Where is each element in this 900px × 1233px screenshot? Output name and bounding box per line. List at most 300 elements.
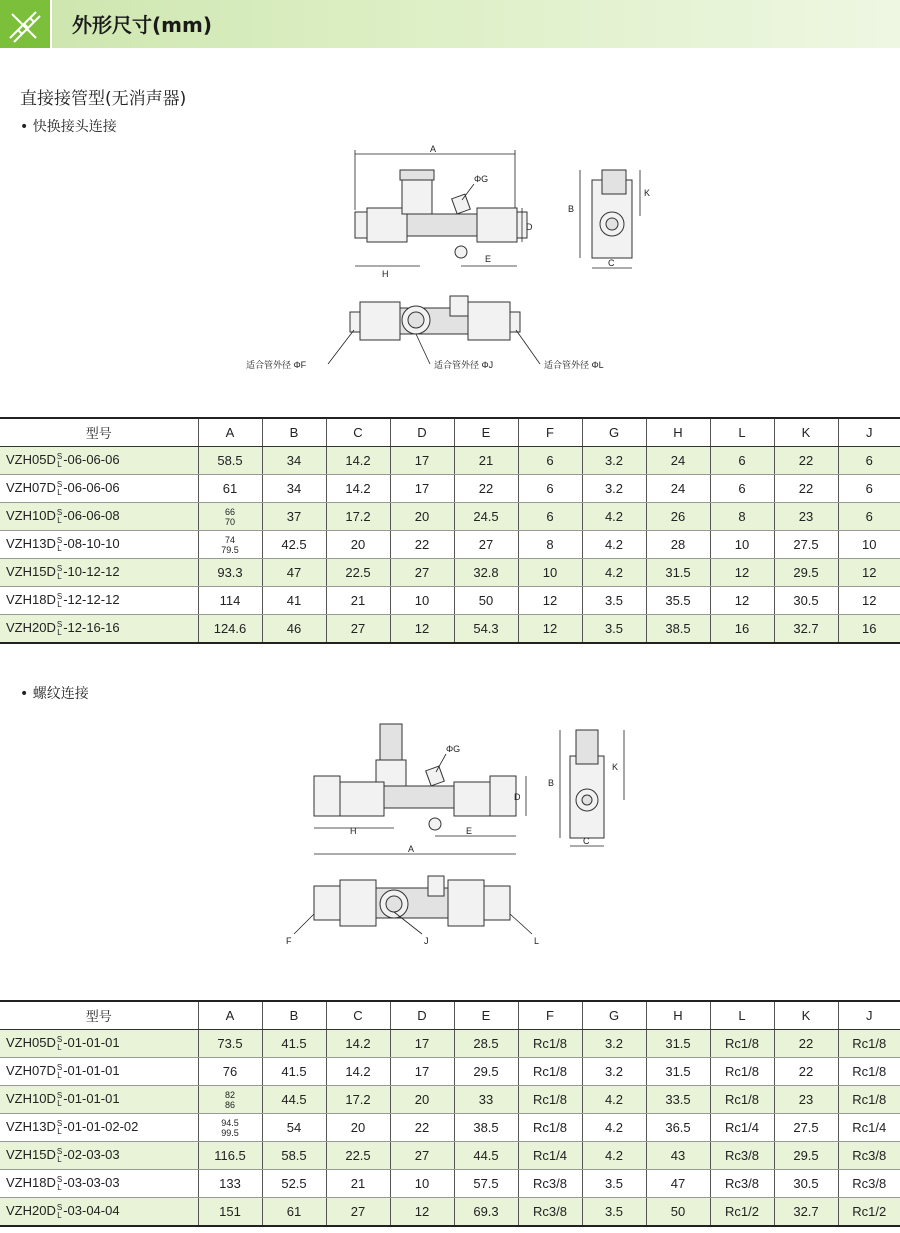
thread-dim-a-label: A — [408, 844, 415, 854]
model-prefix: VZH07D — [6, 480, 56, 496]
cell-k: 30.5 — [774, 1170, 838, 1198]
cell-f: Rc1/8 — [518, 1030, 582, 1058]
cell-c: 21 — [326, 587, 390, 615]
variant-l: L — [57, 1154, 62, 1164]
cell-d: 12 — [390, 615, 454, 644]
table-row — [0, 1170, 900, 1198]
cell-g: 4.2 — [582, 559, 646, 587]
model-prefix: VZH20D — [6, 620, 56, 636]
variant-s: S — [56, 479, 63, 489]
model-cell — [0, 531, 198, 559]
cell-k: 23 — [774, 503, 838, 531]
cell-h: 31.5 — [646, 1058, 710, 1086]
column-header: K — [774, 418, 838, 447]
thread-dim-b-label: B — [548, 778, 555, 788]
cell-a — [198, 503, 262, 531]
cell-a: 76 — [198, 1058, 262, 1086]
table-row — [0, 503, 900, 531]
cell-a: 116.5 — [198, 1142, 262, 1170]
variant-l: L — [57, 459, 62, 469]
variant-s: S — [56, 535, 63, 545]
model-prefix: VZH10D — [6, 1091, 56, 1107]
thread-dim-c-label: C — [583, 836, 590, 846]
cell-f: 6 — [518, 475, 582, 503]
cell-k: 23 — [774, 1086, 838, 1114]
value-bottom: 70 — [224, 516, 235, 527]
cell-l: 16 — [710, 615, 774, 644]
model-prefix: VZH15D — [6, 1147, 56, 1163]
cell-d: 17 — [390, 1058, 454, 1086]
column-header: J — [838, 1001, 900, 1030]
variant-s: S — [56, 1118, 63, 1128]
cell-a: 61 — [198, 475, 262, 503]
cell-l: Rc1/4 — [710, 1114, 774, 1142]
column-header: H — [646, 1001, 710, 1030]
cell-f: Rc3/8 — [518, 1170, 582, 1198]
cell-l: Rc1/8 — [710, 1086, 774, 1114]
note-l-label: 适合管外径 ΦL — [544, 360, 604, 370]
table-row — [0, 587, 900, 615]
cell-k: 22 — [774, 447, 838, 475]
cell-h: 35.5 — [646, 587, 710, 615]
cell-k: 27.5 — [774, 531, 838, 559]
column-header: D — [390, 418, 454, 447]
thread-dim-d-label: D — [514, 792, 521, 802]
cell-d: 17 — [390, 447, 454, 475]
cell-j: 12 — [838, 587, 900, 615]
cell-c: 21 — [326, 1170, 390, 1198]
cell-a: 93.3 — [198, 559, 262, 587]
cell-j: 6 — [838, 475, 900, 503]
value-bottom: 99.5 — [221, 1127, 239, 1138]
cell-a: 114 — [198, 587, 262, 615]
cell-c: 20 — [326, 1114, 390, 1142]
model-cell — [0, 475, 198, 503]
model-suffix: -03-04-04 — [63, 1203, 120, 1219]
dim-a-label: A — [430, 144, 437, 154]
cell-e: 32.8 — [454, 559, 518, 587]
cell-e: 27 — [454, 531, 518, 559]
model-cell — [0, 1198, 198, 1227]
column-header: F — [518, 418, 582, 447]
value-bottom: 79.5 — [221, 544, 239, 555]
value-top: 94.5 — [221, 1117, 239, 1128]
cell-j: 6 — [838, 503, 900, 531]
cell-l: Rc1/8 — [710, 1030, 774, 1058]
model-cell — [0, 1170, 198, 1198]
variant-mark — [57, 1204, 62, 1220]
variant-l: L — [57, 599, 62, 609]
variant-l: L — [57, 515, 62, 525]
model-prefix: VZH18D — [6, 1175, 56, 1191]
cell-c: 27 — [326, 1198, 390, 1227]
model-prefix: VZH15D — [6, 564, 56, 580]
table-row — [0, 1058, 900, 1086]
cell-d: 22 — [390, 1114, 454, 1142]
cell-j: Rc3/8 — [838, 1142, 900, 1170]
cell-l: Rc1/8 — [710, 1058, 774, 1086]
model-suffix: -10-12-12 — [63, 564, 120, 580]
cell-c: 14.2 — [326, 1058, 390, 1086]
column-header: A — [198, 1001, 262, 1030]
variant-l: L — [57, 487, 62, 497]
column-header: L — [710, 418, 774, 447]
model-cell — [0, 1058, 198, 1086]
cell-h: 36.5 — [646, 1114, 710, 1142]
cell-g: 3.2 — [582, 447, 646, 475]
model-suffix: -01-01-02-02 — [63, 1119, 139, 1135]
cell-d: 22 — [390, 531, 454, 559]
table-header-row — [0, 1001, 900, 1030]
cell-h: 31.5 — [646, 559, 710, 587]
model-prefix: VZH13D — [6, 536, 56, 552]
model-suffix: -06-06-08 — [63, 508, 120, 524]
table-row — [0, 559, 900, 587]
cell-a: 124.6 — [198, 615, 262, 644]
cell-j: Rc1/4 — [838, 1114, 900, 1142]
variant-mark — [57, 565, 62, 581]
variant-mark — [57, 1064, 62, 1080]
model-prefix: VZH05D — [6, 1035, 56, 1051]
column-header: 型号 — [0, 1001, 198, 1030]
cell-h: 24 — [646, 447, 710, 475]
variant-l: L — [57, 543, 62, 553]
variant-l: L — [57, 1182, 62, 1192]
cell-c: 14.2 — [326, 1030, 390, 1058]
cell-c: 17.2 — [326, 503, 390, 531]
dim-c-label: C — [608, 258, 615, 268]
thread-note-l: L — [534, 936, 540, 946]
cell-f: 10 — [518, 559, 582, 587]
variant-s: S — [56, 1034, 63, 1044]
variant-s: S — [56, 1202, 63, 1212]
cell-g: 4.2 — [582, 531, 646, 559]
cell-b: 41.5 — [262, 1058, 326, 1086]
cell-j: Rc1/2 — [838, 1198, 900, 1227]
cell-g: 3.2 — [582, 1058, 646, 1086]
cell-b: 44.5 — [262, 1086, 326, 1114]
variant-mark — [57, 1092, 62, 1108]
cell-d: 10 — [390, 1170, 454, 1198]
thread-dim-e-label: E — [466, 826, 473, 836]
cell-k: 32.7 — [774, 1198, 838, 1227]
column-header: A — [198, 418, 262, 447]
cell-h: 24 — [646, 475, 710, 503]
cell-b: 58.5 — [262, 1142, 326, 1170]
variant-mark — [57, 481, 62, 497]
cell-k: 29.5 — [774, 559, 838, 587]
variant-s: S — [56, 451, 63, 461]
cell-j: Rc3/8 — [838, 1170, 900, 1198]
variant-mark — [57, 1120, 62, 1136]
model-suffix: -12-16-16 — [63, 620, 120, 636]
variant-s: S — [56, 1174, 63, 1184]
dim-k-label: K — [644, 188, 651, 198]
model-prefix: VZH20D — [6, 1203, 56, 1219]
value-bottom: 86 — [224, 1099, 235, 1110]
cell-e: 69.3 — [454, 1198, 518, 1227]
cell-l: 10 — [710, 531, 774, 559]
column-header: F — [518, 1001, 582, 1030]
cell-f: 6 — [518, 503, 582, 531]
model-prefix: VZH07D — [6, 1063, 56, 1079]
table-row — [0, 1114, 900, 1142]
thread-dim-k-label: K — [612, 762, 619, 772]
table-row — [0, 1142, 900, 1170]
column-header: G — [582, 418, 646, 447]
cell-k: 32.7 — [774, 615, 838, 644]
model-cell — [0, 1114, 198, 1142]
model-cell — [0, 1142, 198, 1170]
variant-mark — [57, 537, 62, 553]
column-header: E — [454, 418, 518, 447]
cell-l: 6 — [710, 475, 774, 503]
cell-e: 44.5 — [454, 1142, 518, 1170]
dim-e-label: E — [485, 254, 492, 264]
page-title: 外形尺寸(mm) — [72, 13, 212, 37]
model-cell — [0, 615, 198, 644]
table-row — [0, 447, 900, 475]
cell-d: 17 — [390, 1030, 454, 1058]
cell-e: 21 — [454, 447, 518, 475]
table-row — [0, 531, 900, 559]
column-header: L — [710, 1001, 774, 1030]
cell-b: 54 — [262, 1114, 326, 1142]
variant-s: S — [56, 591, 63, 601]
cell-j: 16 — [838, 615, 900, 644]
cell-a: 133 — [198, 1170, 262, 1198]
cell-a: 58.5 — [198, 447, 262, 475]
cell-a — [198, 1086, 262, 1114]
column-header: 型号 — [0, 418, 198, 447]
model-prefix: VZH10D — [6, 508, 56, 524]
cell-l: 6 — [710, 447, 774, 475]
cell-k: 30.5 — [774, 587, 838, 615]
thread-note-f: F — [286, 936, 292, 946]
dim-d-label: D — [526, 222, 533, 232]
variant-mark — [57, 1036, 62, 1052]
cell-c: 14.2 — [326, 447, 390, 475]
cell-b: 37 — [262, 503, 326, 531]
model-cell — [0, 559, 198, 587]
cell-j: 10 — [838, 531, 900, 559]
table-row — [0, 1086, 900, 1114]
cell-d: 20 — [390, 503, 454, 531]
cell-c: 27 — [326, 615, 390, 644]
column-header: B — [262, 418, 326, 447]
cell-e: 22 — [454, 475, 518, 503]
table-row — [0, 475, 900, 503]
dim-b-label: B — [568, 204, 575, 214]
cell-d: 27 — [390, 559, 454, 587]
model-cell — [0, 503, 198, 531]
model-suffix: -12-12-12 — [63, 592, 120, 608]
variant-mark — [57, 593, 62, 609]
cell-e: 38.5 — [454, 1114, 518, 1142]
variant-mark — [57, 453, 62, 469]
quick-connect-table — [0, 417, 900, 644]
thread-dim-h-label: H — [350, 826, 357, 836]
cell-k: 22 — [774, 1030, 838, 1058]
variant-mark — [57, 1148, 62, 1164]
cell-j: 6 — [838, 447, 900, 475]
cell-k: 27.5 — [774, 1114, 838, 1142]
model-suffix: -01-01-01 — [63, 1091, 120, 1107]
cell-g: 3.5 — [582, 587, 646, 615]
cell-f: Rc1/8 — [518, 1058, 582, 1086]
cell-l: Rc3/8 — [710, 1170, 774, 1198]
cell-e: 54.3 — [454, 615, 518, 644]
cell-g: 4.2 — [582, 1114, 646, 1142]
cell-f: Rc1/8 — [518, 1086, 582, 1114]
thread-connect-table — [0, 1000, 900, 1227]
cell-g: 4.2 — [582, 503, 646, 531]
cell-f: 12 — [518, 587, 582, 615]
note-f-label: 适合管外径 ΦF — [246, 360, 307, 370]
cell-e: 29.5 — [454, 1058, 518, 1086]
cell-f: Rc1/4 — [518, 1142, 582, 1170]
variant-s: S — [56, 1062, 63, 1072]
model-suffix: -01-01-01 — [63, 1035, 120, 1051]
cell-g: 4.2 — [582, 1086, 646, 1114]
cell-b: 34 — [262, 447, 326, 475]
variant-mark — [57, 1176, 62, 1192]
value-top: 82 — [224, 1089, 235, 1100]
thread-note-j: J — [424, 936, 429, 946]
cell-h: 43 — [646, 1142, 710, 1170]
model-prefix: VZH18D — [6, 592, 56, 608]
cell-e: 28.5 — [454, 1030, 518, 1058]
cell-a — [198, 1114, 262, 1142]
cell-f: 12 — [518, 615, 582, 644]
table-header-row — [0, 418, 900, 447]
cell-g: 3.2 — [582, 475, 646, 503]
column-header: E — [454, 1001, 518, 1030]
column-header: B — [262, 1001, 326, 1030]
quick-connect-drawing — [230, 140, 680, 380]
quick-connect-heading: • 快换接头连接 — [20, 119, 117, 135]
cell-a: 73.5 — [198, 1030, 262, 1058]
ruler-tools-icon — [0, 0, 50, 48]
thread-dim-g-label: ΦG — [446, 744, 461, 754]
cell-g: 3.2 — [582, 1030, 646, 1058]
cell-j: 12 — [838, 559, 900, 587]
dim-g-label: ΦG — [474, 174, 489, 184]
column-header: G — [582, 1001, 646, 1030]
cell-l: 12 — [710, 559, 774, 587]
model-suffix: -06-06-06 — [63, 480, 120, 496]
thread-connect-drawing — [270, 720, 650, 960]
model-suffix: -02-03-03 — [63, 1147, 120, 1163]
cell-k: 22 — [774, 475, 838, 503]
column-header: K — [774, 1001, 838, 1030]
model-cell — [0, 1030, 198, 1058]
variant-s: S — [56, 619, 63, 629]
note-j-label: 适合管外径 ΦJ — [434, 360, 494, 370]
cell-d: 27 — [390, 1142, 454, 1170]
column-header: C — [326, 418, 390, 447]
cell-b: 34 — [262, 475, 326, 503]
cell-a — [198, 531, 262, 559]
cell-c: 17.2 — [326, 1086, 390, 1114]
cell-d: 20 — [390, 1086, 454, 1114]
dim-h-label: H — [382, 269, 389, 279]
cell-b: 41 — [262, 587, 326, 615]
model-cell — [0, 1086, 198, 1114]
variant-s: S — [56, 563, 63, 573]
model-prefix: VZH13D — [6, 1119, 56, 1135]
thread-connect-heading: • 螺纹连接 — [20, 686, 89, 702]
variant-mark — [57, 621, 62, 637]
cell-b: 41.5 — [262, 1030, 326, 1058]
variant-l: L — [57, 1042, 62, 1052]
cell-f: Rc1/8 — [518, 1114, 582, 1142]
cell-d: 10 — [390, 587, 454, 615]
cell-h: 47 — [646, 1170, 710, 1198]
cell-f: 6 — [518, 447, 582, 475]
cell-d: 12 — [390, 1198, 454, 1227]
cell-b: 46 — [262, 615, 326, 644]
cell-c: 20 — [326, 531, 390, 559]
variant-l: L — [57, 1098, 62, 1108]
cell-c: 22.5 — [326, 1142, 390, 1170]
cell-c: 14.2 — [326, 475, 390, 503]
variant-l: L — [57, 1210, 62, 1220]
cell-e: 33 — [454, 1086, 518, 1114]
column-header: H — [646, 418, 710, 447]
cell-g: 3.5 — [582, 615, 646, 644]
cell-l: Rc1/2 — [710, 1198, 774, 1227]
model-suffix: -01-01-01 — [63, 1063, 120, 1079]
model-suffix: -06-06-06 — [63, 452, 120, 468]
table-row — [0, 1198, 900, 1227]
page-header — [0, 0, 900, 48]
model-cell — [0, 447, 198, 475]
cell-e: 50 — [454, 587, 518, 615]
cell-g: 4.2 — [582, 1142, 646, 1170]
cell-e: 24.5 — [454, 503, 518, 531]
table-row — [0, 1030, 900, 1058]
model-prefix: VZH05D — [6, 452, 56, 468]
table-row — [0, 615, 900, 644]
cell-l: 12 — [710, 587, 774, 615]
cell-e: 57.5 — [454, 1170, 518, 1198]
value-top: 74 — [224, 534, 235, 545]
cell-k: 22 — [774, 1058, 838, 1086]
cell-l: Rc3/8 — [710, 1142, 774, 1170]
column-header: J — [838, 418, 900, 447]
variant-l: L — [57, 571, 62, 581]
cell-g: 3.5 — [582, 1198, 646, 1227]
model-suffix: -08-10-10 — [63, 536, 120, 552]
cell-b: 61 — [262, 1198, 326, 1227]
variant-s: S — [56, 1146, 63, 1156]
cell-f: 8 — [518, 531, 582, 559]
section-title: 直接接管型(无消声器) — [20, 89, 187, 109]
variant-l: L — [57, 1126, 62, 1136]
cell-h: 33.5 — [646, 1086, 710, 1114]
cell-b: 42.5 — [262, 531, 326, 559]
variant-l: L — [57, 627, 62, 637]
column-header: D — [390, 1001, 454, 1030]
variant-l: L — [57, 1070, 62, 1080]
cell-j: Rc1/8 — [838, 1030, 900, 1058]
cell-j: Rc1/8 — [838, 1058, 900, 1086]
cell-k: 29.5 — [774, 1142, 838, 1170]
cell-d: 17 — [390, 475, 454, 503]
value-top: 66 — [224, 506, 235, 517]
cell-h: 26 — [646, 503, 710, 531]
